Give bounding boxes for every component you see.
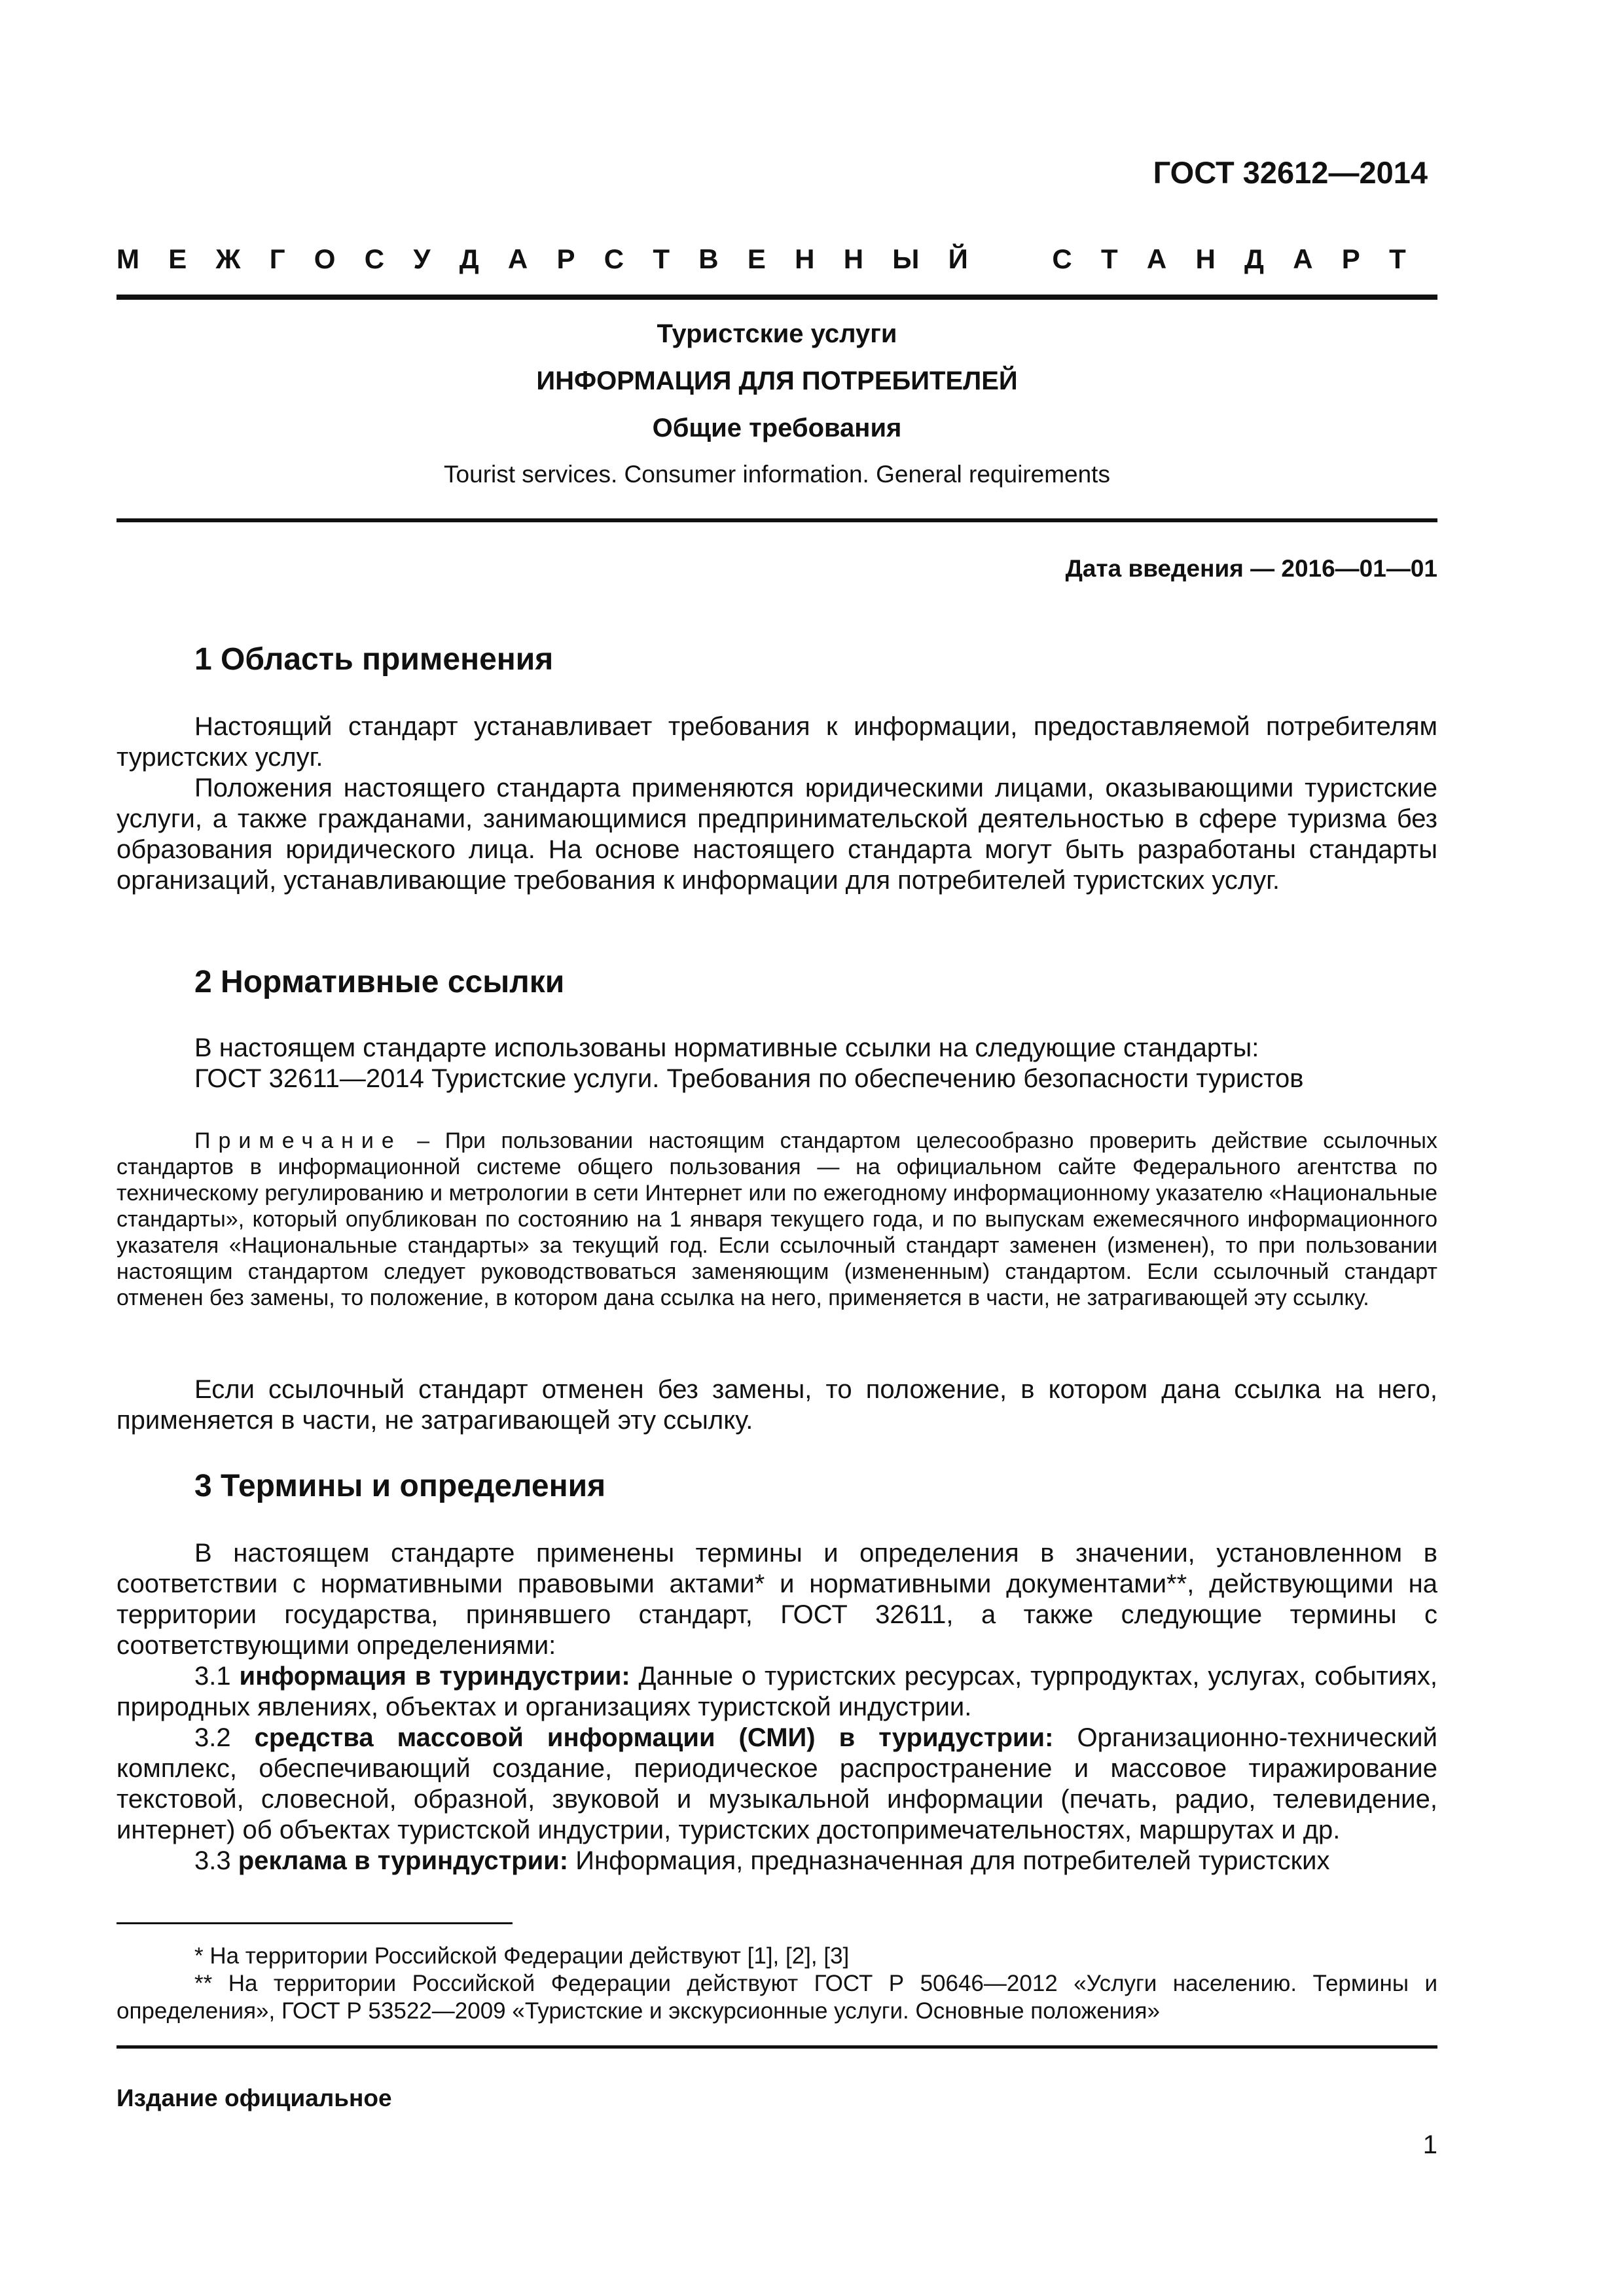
banner-letter: Р (556, 243, 575, 274)
footnote-1: * На территории Российской Федерации действуют [1], [2], [3] (194, 1943, 850, 1969)
banner-letter: О (314, 243, 336, 274)
section-1-paragraph-2: Положения настоящего стандарта применяются юридическими лицами, оказывающими туристские услуги, а также гражданами, занимающимися предпринимательской деятельностью в сфере туризма без образования юридического лица. На основе настоящего стандарта могут быть разработаны стандарты организаций, устанавливающие требования к информации для потребителей туристских услуг. (117, 774, 1437, 895)
banner-letter: С (1052, 243, 1072, 274)
banner-letter: Н (1195, 243, 1216, 274)
title-line-1: Туристские услуги (657, 319, 897, 348)
term-name: информация в туриндустрии: (239, 1662, 630, 1691)
term-definition: Организационно-технический комплекс, обеспечивающий создание, периодическое распространение и массовое тиражирование текстовой, словесной, образной, звуковой и музыкальной информации (печать, радио, телевидение, интернет) об объектах туристской индустрии, туристских достопримечательностях, маршрутах и др. (117, 1723, 1437, 1844)
official-edition-label: Издание официальное (117, 2085, 392, 2111)
footnote-2: ** На территории Российской Федерации действуют ГОСТ Р 50646—2012 «Услуги населению. Термины и определения», ГОСТ Р 53522—2009 «Туристские и экскурсионные услуги. Основные положения» (117, 1971, 1437, 2024)
banner-letter: Т (653, 243, 670, 274)
banner-letter: А (507, 243, 528, 274)
banner-letter: Н (843, 243, 864, 274)
banner-letter: Т (1389, 243, 1406, 274)
section-2-reference: ГОСТ 32611—2014 Туристские услуги. Требования по обеспечению безопасности туристов (194, 1064, 1304, 1093)
term-3-1 (117, 1661, 1437, 1723)
title-line-2: ИНФОРМАЦИЯ ДЛЯ ПОТРЕБИТЕЛЕЙ (536, 367, 1018, 395)
banner-letter: Е (747, 243, 766, 274)
banner-letter: Т (1100, 243, 1118, 274)
term-3-2 (117, 1723, 1437, 1846)
banner-letter: М (117, 243, 139, 274)
banner-letter: С (364, 243, 385, 274)
banner-gap (997, 243, 1023, 275)
term-number: 3.2 (194, 1723, 231, 1752)
top-rule (117, 295, 1437, 300)
term-definition: Данные о туристских ресурсах, турпродуктах, услугах, событиях, природных явлениях, объектах и организациях туристской индустрии. (117, 1662, 1437, 1721)
banner-letter: Ы (892, 243, 920, 274)
document-number: ГОСТ 32612—2014 (1153, 155, 1428, 190)
section-2-heading: 2 Нормативные ссылки (194, 965, 565, 999)
banner-letter: У (413, 243, 431, 274)
standard-banner (117, 243, 1406, 275)
banner-letter: А (1146, 243, 1167, 274)
note-block (117, 1128, 1437, 1311)
section-1-paragraph-1: Настоящий стандарт устанавливает требования к информации, предоставляемой потребителям туристских услуг. (117, 712, 1437, 772)
banner-letter: Г (269, 243, 285, 274)
term-number: 3.1 (194, 1662, 231, 1691)
title-line-3: Общие требования (652, 414, 902, 442)
term-name: реклама в туриндустрии: (238, 1846, 569, 1875)
banner-letter: А (1293, 243, 1313, 274)
section-2-paragraph-3: Если ссылочный стандарт отменен без замены, то положение, в котором дана ссылка на него, применяется в части, не затрагивающей эту ссылку. (117, 1375, 1437, 1435)
footer-rule (117, 2045, 1437, 2049)
note-text: – При пользовании настоящим стандартом целесообразно проверить действие ссылочных стандартов в информационной системе общего пользования — на официальном сайте Федерального агентства по техническому регулированию и метрологии в сети Интернет или по ежегодному информационному указателю «Национальные стандарты», который опубликован по состоянию на 1 января текущего года, и по выпускам ежемесячного информационного указателя «Национальные стандарты» за текущий год. Если ссылочный стандарт заменен (изменен), то при пользовании настоящим стандартом следует руководствоваться заменяющим (измененным) стандартом. Если ссылочный стандарт отменен без замены, то положение, в котором дана ссылка на него, применяется в части, не затрагивающей эту ссылку. (117, 1128, 1437, 1310)
banner-letter: Р (1341, 243, 1360, 274)
section-1-heading: 1 Область применения (194, 642, 554, 677)
effective-date: Дата введения — 2016—01—01 (1065, 555, 1437, 582)
banner-letter: Ж (215, 243, 241, 274)
term-definition: Информация, предназначенная для потребителей туристских (568, 1846, 1330, 1875)
title-rule (117, 518, 1437, 522)
term-3-3 (117, 1846, 1437, 1876)
banner-letter: Е (168, 243, 187, 274)
footnote-rule (117, 1922, 513, 1924)
section-2-paragraph-1: В настоящем стандарте использованы нормативные ссылки на следующие стандарты: (194, 1033, 1259, 1062)
term-number: 3.3 (194, 1846, 231, 1875)
section-3-intro: В настоящем стандарте применены термины и определения в значении, установленном в соответствии с нормативными правовыми актами* и нормативными документами**, действующими на территории государства, принявшего стандарт, ГОСТ 32611, а также следующие термины с соответствующими определениями: (117, 1539, 1437, 1660)
banner-letter: Й (948, 243, 968, 274)
banner-letter: Н (795, 243, 815, 274)
page-number: 1 (1422, 2130, 1437, 2159)
banner-letter: С (604, 243, 624, 274)
banner-letter: Д (1244, 243, 1264, 274)
title-english: Tourist services. Consumer information. General requirements (444, 461, 1110, 488)
term-name: средства массовой информации (СМИ) в туридустрии: (254, 1723, 1054, 1752)
section-3-heading: 3 Термины и определения (194, 1469, 606, 1503)
banner-letter: В (698, 243, 719, 274)
note-label: Примечание (194, 1128, 402, 1153)
banner-letter: Д (459, 243, 479, 274)
